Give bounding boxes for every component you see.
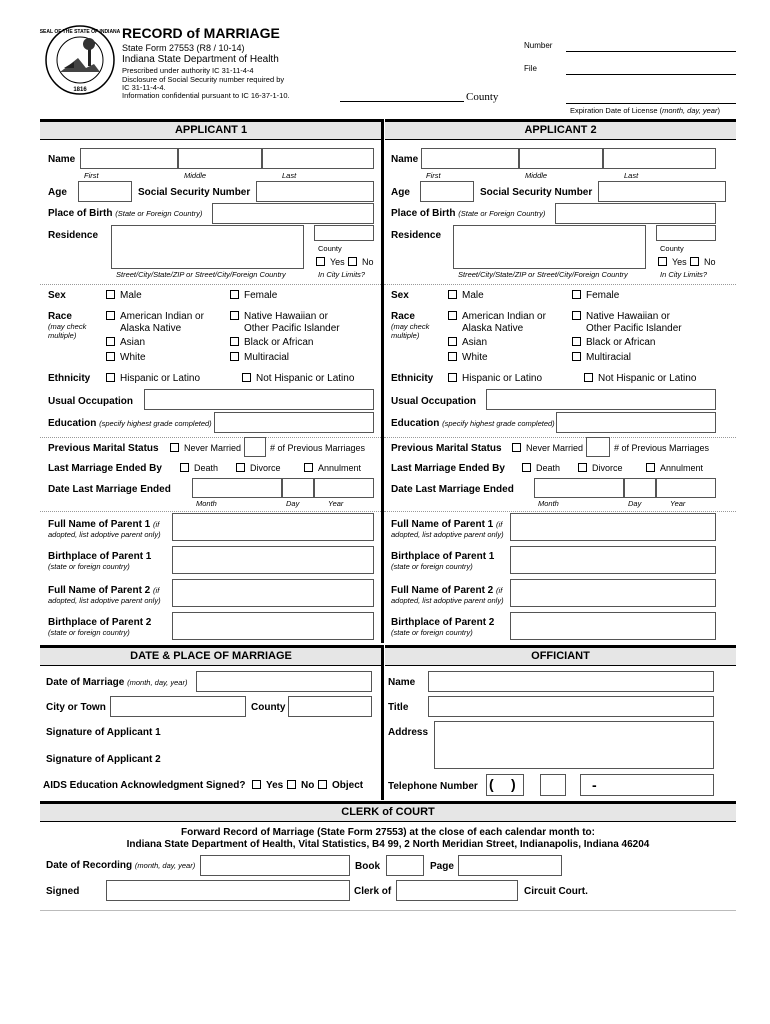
race-hint: (may check multiple)	[48, 322, 87, 340]
parent-1-birthplace-label: Birthplace of Parent 1	[48, 551, 152, 562]
name-label: Name	[391, 154, 419, 165]
race-asian-checkbox[interactable]: Asian	[448, 337, 487, 348]
middle-name-input[interactable]	[519, 148, 603, 169]
residence-input[interactable]	[111, 225, 304, 269]
county-label: County	[466, 91, 499, 103]
city-limits-hint: In City Limits?	[318, 270, 366, 279]
parent-2-name-input[interactable]	[510, 579, 716, 607]
divider	[40, 511, 381, 512]
aids-no-checkbox[interactable]: No	[287, 780, 314, 791]
date-month-input[interactable]	[534, 478, 624, 498]
age-label: Age	[391, 187, 410, 198]
aids-yes-checkbox[interactable]: Yes	[252, 780, 283, 791]
middle-hint: Middle	[525, 171, 548, 180]
applicant-1-header: APPLICANT 1	[40, 119, 382, 140]
parent-1-birthplace-label: Birthplace of Parent 1	[391, 551, 495, 562]
occupation-label: Usual Occupation	[391, 396, 477, 407]
signature-applicant-1-label: Signature of Applicant 1	[46, 727, 161, 738]
divider	[40, 437, 381, 438]
expiration-date-label: Expiration Date of License (month, day, year)	[570, 106, 720, 115]
parent-1-hint: adopted, list adoptive parent only)	[391, 530, 504, 539]
ssn-input[interactable]	[598, 181, 726, 202]
last-hint: Last	[282, 171, 297, 180]
never-married-checkbox[interactable]: Never Married	[512, 443, 583, 453]
svg-text:1816: 1816	[73, 87, 87, 93]
race-native-hawaiian-checkbox[interactable]: Native Hawaiian or Other Pacific Islander	[572, 311, 682, 335]
race-american-indian-checkbox[interactable]: American Indian or Alaska Native	[448, 311, 546, 335]
middle-hint: Middle	[184, 171, 207, 180]
page-input[interactable]	[458, 855, 562, 876]
parent-1-name-label: Full Name of Parent 1 (if	[391, 519, 503, 530]
parent-2-birthplace-input[interactable]	[172, 612, 374, 640]
date-year-input[interactable]	[314, 478, 374, 498]
age-label: Age	[48, 187, 67, 198]
race-asian-checkbox[interactable]: Asian	[106, 337, 145, 348]
sex-female-checkbox[interactable]: Female	[230, 290, 277, 301]
signed-label: Signed	[46, 886, 80, 897]
sex-male-checkbox[interactable]: Male	[448, 290, 484, 301]
parent-2-name-label: Full Name of Parent 2 (if	[48, 585, 160, 596]
date-of-recording-input[interactable]	[200, 855, 350, 876]
age-input[interactable]	[420, 181, 474, 202]
previous-marital-status-label: Previous Marital Status	[391, 443, 502, 454]
ended-annulment-checkbox[interactable]: Annulment	[646, 463, 703, 473]
county-input[interactable]	[314, 225, 374, 241]
occupation-input[interactable]	[486, 389, 716, 410]
last-name-input[interactable]	[262, 148, 374, 169]
file-label: File	[524, 64, 537, 73]
race-american-indian-checkbox[interactable]: American Indian or Alaska Native	[106, 311, 204, 335]
day-hint: Day	[628, 499, 642, 508]
signature-applicant-2-label: Signature of Applicant 2	[46, 754, 161, 765]
city-or-town-label: City or Town	[46, 702, 106, 713]
ethnicity-label: Ethnicity	[391, 373, 434, 384]
ethnicity-label: Ethnicity	[48, 373, 91, 384]
sex-male-checkbox[interactable]: Male	[106, 290, 142, 301]
parent-1-name-input[interactable]	[510, 513, 716, 541]
race-native-hawaiian-checkbox[interactable]: Native Hawaiian or Other Pacific Islander	[230, 311, 340, 335]
race-hint: (may check multiple)	[391, 322, 430, 340]
authority-line-3: IC 31-11-4-4.	[122, 83, 166, 92]
race-multiracial-checkbox[interactable]: Multiracial	[572, 352, 631, 363]
file-field[interactable]	[566, 74, 736, 75]
ssn-label: Social Security Number	[480, 187, 593, 198]
education-input[interactable]	[214, 412, 374, 433]
previous-marriages-count-label: # of Previous Marriages	[270, 443, 366, 453]
previous-marital-status-label: Previous Marital Status	[48, 443, 159, 454]
book-label: Book	[355, 861, 380, 872]
residence-label: Residence	[391, 230, 442, 241]
date-last-marriage-label: Date Last Marriage Ended	[391, 484, 514, 495]
ethnicity-not-hispanic-checkbox[interactable]: Not Hispanic or Latino	[242, 373, 354, 384]
date-day-input[interactable]	[282, 478, 314, 498]
in-city-yes[interactable]: Yes	[316, 257, 345, 267]
street-hint: Street/City/State/ZIP or Street/City/Foreign Country	[458, 270, 628, 279]
name-label: Name	[48, 154, 76, 165]
year-hint: Year	[670, 499, 686, 508]
first-name-input[interactable]	[421, 148, 519, 169]
date-place-header: DATE & PLACE OF MARRIAGE	[40, 645, 382, 666]
race-white-checkbox[interactable]: White	[106, 352, 146, 363]
marriage-county-label: County	[251, 702, 286, 713]
ended-divorce-checkbox[interactable]: Divorce	[578, 463, 623, 473]
parent-2-birthplace-input[interactable]	[510, 612, 716, 640]
signature-applicant-1-input[interactable]	[168, 721, 372, 743]
authority-line-2: Disclosure of Social Security number required by	[122, 75, 285, 84]
parent-1-birthplace-input[interactable]	[510, 546, 716, 574]
parent-2-hint: adopted, list adoptive parent only)	[391, 596, 504, 605]
day-hint: Day	[286, 499, 300, 508]
previous-marriages-count-label: # of Previous Marriages	[614, 443, 710, 453]
date-month-input[interactable]	[192, 478, 282, 498]
ended-death-checkbox[interactable]: Death	[180, 463, 218, 473]
officiant-title-label: Title	[388, 702, 409, 713]
telephone-prefix-input[interactable]	[540, 774, 566, 796]
last-marriage-ended-label: Last Marriage Ended By	[391, 463, 505, 474]
circuit-court-label: Circuit Court.	[524, 886, 588, 897]
county-input[interactable]	[656, 225, 716, 241]
parent-1-hint: adopted, list adoptive parent only)	[48, 530, 161, 539]
officiant-address-input[interactable]	[434, 721, 714, 769]
marriage-county-input[interactable]	[288, 696, 372, 717]
education-input[interactable]	[556, 412, 716, 433]
book-input[interactable]	[386, 855, 424, 876]
clerk-header: CLERK of COURT	[40, 801, 736, 822]
parent-1-name-label: Full Name of Parent 1 (if	[48, 519, 160, 530]
date-day-input[interactable]	[624, 478, 656, 498]
number-field[interactable]	[566, 51, 736, 52]
form-number: State Form 27553 (R8 / 10-14)	[122, 43, 245, 53]
race-label: Race	[391, 311, 415, 322]
county-hint: County	[318, 244, 342, 253]
city-or-town-input[interactable]	[110, 696, 246, 717]
in-city-no[interactable]: No	[348, 257, 374, 267]
first-name-input[interactable]	[80, 148, 178, 169]
residence-input[interactable]	[453, 225, 646, 269]
first-hint: First	[84, 171, 99, 180]
never-married-checkbox[interactable]: Never Married	[170, 443, 241, 453]
year-hint: Year	[328, 499, 344, 508]
paren-open: (	[489, 776, 494, 792]
authority-line-1: Prescribed under authority IC 31-11-4-4	[122, 66, 254, 75]
form-bottom-border	[40, 910, 736, 911]
parent-2-hint: adopted, list adoptive parent only)	[48, 596, 161, 605]
ssn-input[interactable]	[256, 181, 374, 202]
signed-input[interactable]	[106, 880, 350, 901]
sex-female-checkbox[interactable]: Female	[572, 290, 619, 301]
first-hint: First	[426, 171, 441, 180]
parent-1-birthplace-input[interactable]	[172, 546, 374, 574]
place-of-birth-label: Place of Birth (State or Foreign Country)	[391, 208, 546, 219]
last-name-input[interactable]	[603, 148, 716, 169]
state-seal	[39, 24, 121, 96]
paren-close: )	[511, 776, 516, 792]
officiant-name-label: Name	[388, 677, 416, 688]
date-last-marriage-label: Date Last Marriage Ended	[48, 484, 171, 495]
date-of-marriage-label: Date of Marriage (month, day, year)	[46, 677, 188, 688]
officiant-address-label: Address	[388, 727, 429, 738]
authority-line-4: Information confidential pursuant to IC 16-37-1-10.	[122, 91, 290, 100]
race-label: Race	[48, 311, 72, 322]
divider	[384, 511, 736, 512]
ended-annulment-checkbox[interactable]: Annulment	[304, 463, 361, 473]
birthplace-hint: (state or foreign country)	[391, 562, 473, 571]
date-year-input[interactable]	[656, 478, 716, 498]
forward-instructions-2: Indiana State Department of Health, Vital Statistics, B4 99, 2 North Meridian Street, Indianapolis, Indiana 46204	[126, 839, 650, 850]
sex-label: Sex	[391, 290, 409, 301]
aids-object-checkbox[interactable]: Object	[318, 780, 363, 791]
place-of-birth-label: Place of Birth (State or Foreign Country)	[48, 208, 203, 219]
number-label: Number	[524, 41, 553, 50]
divider	[384, 284, 736, 285]
date-of-marriage-input[interactable]	[196, 671, 372, 692]
race-black-checkbox[interactable]: Black or African	[572, 337, 655, 348]
race-black-checkbox[interactable]: Black or African	[230, 337, 313, 348]
column-divider	[381, 645, 384, 800]
previous-marriages-count-input[interactable]	[586, 437, 610, 457]
telephone-number-input[interactable]	[580, 774, 714, 796]
ethnicity-hispanic-checkbox[interactable]: Hispanic or Latino	[106, 373, 200, 384]
expiration-date-field[interactable]	[566, 103, 736, 104]
aids-acknowledgment-label: AIDS Education Acknowledgment Signed?	[43, 780, 246, 791]
birthplace-hint: (state or foreign country)	[391, 628, 473, 637]
ethnicity-hispanic-checkbox[interactable]: Hispanic or Latino	[448, 373, 542, 384]
forward-instructions-1: Forward Record of Marriage (State Form 27553) at the close of each calendar month to:	[181, 827, 595, 838]
sex-label: Sex	[48, 290, 66, 301]
svg-text:SEAL OF THE STATE OF INDIANA: SEAL OF THE STATE OF INDIANA	[39, 29, 121, 35]
officiant-name-input[interactable]	[428, 671, 714, 692]
phone-dash: -	[592, 777, 597, 793]
applicant-2-header: APPLICANT 2	[385, 119, 736, 140]
form-title: RECORD of MARRIAGE	[122, 25, 280, 41]
parent-2-birthplace-label: Birthplace of Parent 2	[391, 617, 495, 628]
city-limits-hint: In City Limits?	[660, 270, 708, 279]
middle-name-input[interactable]	[178, 148, 262, 169]
parent-2-birthplace-label: Birthplace of Parent 2	[48, 617, 152, 628]
parent-2-name-input[interactable]	[172, 579, 374, 607]
last-hint: Last	[624, 171, 639, 180]
place-of-birth-input[interactable]	[555, 203, 716, 224]
signature-applicant-2-input[interactable]	[168, 748, 372, 770]
age-input[interactable]	[78, 181, 132, 202]
county-field[interactable]	[340, 101, 464, 102]
divider	[40, 284, 381, 285]
education-label: Education (specify highest grade completed)	[48, 418, 212, 429]
last-marriage-ended-label: Last Marriage Ended By	[48, 463, 162, 474]
occupation-label: Usual Occupation	[48, 396, 134, 407]
place-of-birth-input[interactable]	[212, 203, 374, 224]
county-hint: County	[660, 244, 684, 253]
date-of-recording-label: Date of Recording (month, day, year)	[46, 860, 196, 871]
in-city-yes[interactable]: Yes	[658, 257, 687, 267]
parent-2-name-label: Full Name of Parent 2 (if	[391, 585, 503, 596]
officiant-header: OFFICIANT	[385, 645, 736, 666]
page-label: Page	[430, 861, 454, 872]
ssn-label: Social Security Number	[138, 187, 251, 198]
residence-label: Residence	[48, 230, 99, 241]
parent-1-name-input[interactable]	[172, 513, 374, 541]
ended-divorce-checkbox[interactable]: Divorce	[236, 463, 281, 473]
birthplace-hint: (state or foreign country)	[48, 628, 130, 637]
previous-marriages-count-input[interactable]	[244, 437, 266, 457]
education-label: Education (specify highest grade completed)	[391, 418, 555, 429]
officiant-title-input[interactable]	[428, 696, 714, 717]
telephone-label: Telephone Number	[388, 781, 478, 792]
birthplace-hint: (state or foreign country)	[48, 562, 130, 571]
divider	[384, 437, 736, 438]
month-hint: Month	[196, 499, 217, 508]
street-hint: Street/City/State/ZIP or Street/City/Foreign Country	[116, 270, 286, 279]
ended-death-checkbox[interactable]: Death	[522, 463, 560, 473]
ethnicity-not-hispanic-checkbox[interactable]: Not Hispanic or Latino	[584, 373, 696, 384]
race-white-checkbox[interactable]: White	[448, 352, 488, 363]
department-name: Indiana State Department of Health	[122, 54, 279, 65]
clerk-of-input[interactable]	[396, 880, 518, 901]
clerk-of-label: Clerk of	[354, 886, 392, 897]
race-multiracial-checkbox[interactable]: Multiracial	[230, 352, 289, 363]
in-city-no[interactable]: No	[690, 257, 716, 267]
occupation-input[interactable]	[144, 389, 374, 410]
column-divider	[381, 119, 384, 643]
month-hint: Month	[538, 499, 559, 508]
